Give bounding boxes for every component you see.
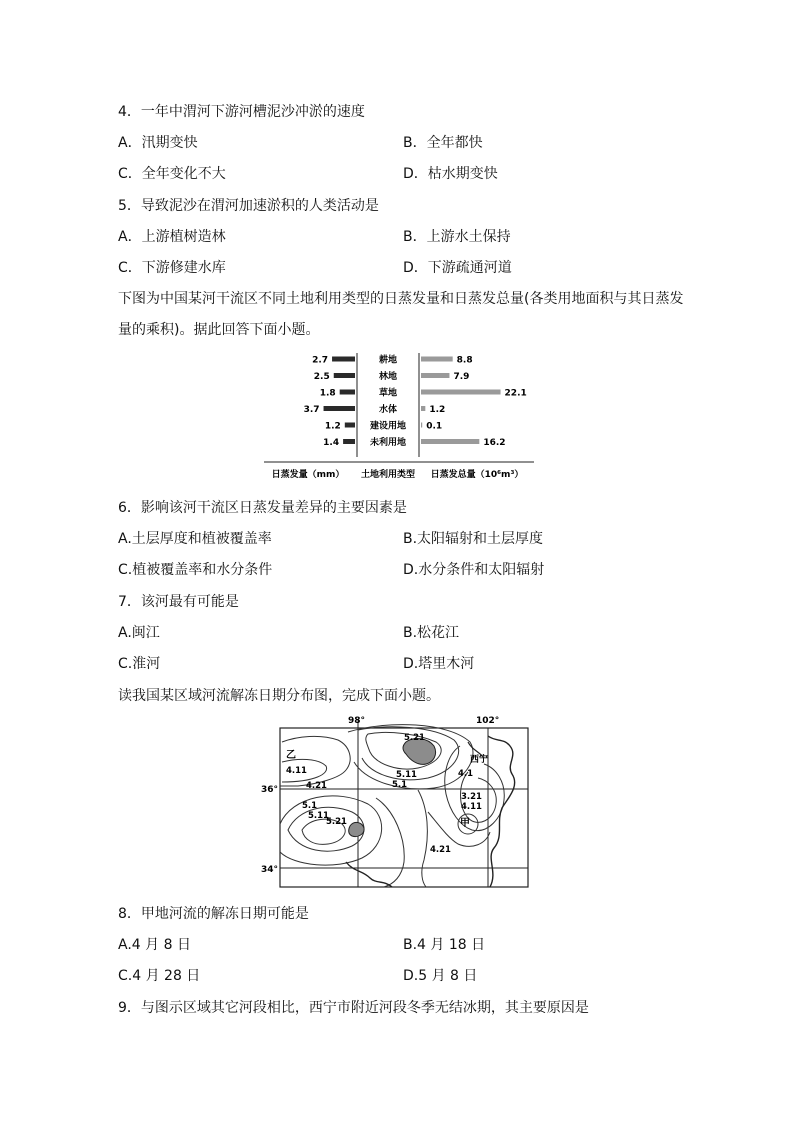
lat-label-36: 36° xyxy=(261,785,279,795)
isoline-label: 5.21 xyxy=(326,817,347,827)
label-daily-total: 8.8 xyxy=(456,355,473,366)
q6-stem: 6．影响该河干流区日蒸发量差异的主要因素是 xyxy=(118,500,407,516)
label-daily-evaporation: 2.7 xyxy=(312,355,329,366)
isoline-label: 5.11 xyxy=(396,770,417,780)
isoline-label: 5.11 xyxy=(308,811,329,821)
q7-option-b: B.松花江 xyxy=(403,625,460,641)
category-label: 水体 xyxy=(378,405,398,415)
q6-option-a: A.土层厚度和植被覆盖率 xyxy=(118,531,272,547)
category-label: 草地 xyxy=(378,388,398,399)
place-jia: 甲 xyxy=(460,818,470,829)
label-daily-total: 22.1 xyxy=(504,388,527,399)
intro-evaporation: 下图为中国某河干流区不同土地利用类型的日蒸发量和日蒸发总量(各类用地面积与其日蒸发量的乘积)。据此回答下面小题。 xyxy=(118,291,684,338)
isoline-label: 5.21 xyxy=(404,733,425,743)
lon-label-102: 102° xyxy=(476,716,500,726)
bar-daily-total xyxy=(421,373,449,378)
label-daily-total: 16.2 xyxy=(483,438,506,448)
isoline-label: 4.1 xyxy=(458,769,474,779)
q7-option-c: C.淮河 xyxy=(118,656,161,672)
q7-stem: 7．该河最有可能是 xyxy=(118,594,239,610)
q6-option-b: B.太阳辐射和土层厚度 xyxy=(403,531,544,547)
bar-daily-total xyxy=(421,390,501,395)
q5-option-b: B．上游水土保持 xyxy=(403,229,511,245)
bar-daily-evaporation xyxy=(324,406,355,411)
isoline-label: 4.21 xyxy=(306,781,327,791)
label-daily-evaporation: 1.4 xyxy=(323,438,340,448)
bar-daily-evaporation xyxy=(340,390,355,395)
lake xyxy=(349,822,364,836)
q6-option-c: C.植被覆盖率和水分条件 xyxy=(118,562,273,578)
isoline-label: 4.21 xyxy=(430,845,451,855)
lon-label-98: 98° xyxy=(348,716,366,726)
q4-option-c: C．全年变化不大 xyxy=(118,166,226,182)
thaw-date-map xyxy=(258,712,536,892)
category-label: 耕地 xyxy=(378,355,398,366)
q5-stem: 5．导致泥沙在渭河加速淤积的人类活动是 xyxy=(118,198,379,214)
bar-daily-total xyxy=(421,406,425,411)
q5-option-c: C．下游修建水库 xyxy=(118,260,226,276)
place-xining: 西宁 xyxy=(470,755,489,765)
isoline-label: 5.1 xyxy=(302,801,318,811)
bar-daily-total xyxy=(421,439,479,444)
q4-option-b: B．全年都快 xyxy=(403,135,483,151)
q7-option-d: D.塔里木河 xyxy=(403,656,475,672)
chart-xlabel-center: 土地利用类型 xyxy=(360,470,416,480)
q5-option-d: D．下游疏通河道 xyxy=(403,260,512,276)
chart-xlabel-right: 日蒸发总量（10⁶m³） xyxy=(430,470,524,480)
isoline-label: 5.1 xyxy=(392,780,408,790)
bar-daily-evaporation xyxy=(334,373,355,378)
isoline-label: 3.21 xyxy=(461,792,482,802)
bar-daily-total xyxy=(421,423,422,428)
intro-thaw-map: 读我国某区域河流解冻日期分布图，完成下面小题。 xyxy=(118,688,440,704)
category-label: 建设用地 xyxy=(369,421,407,432)
isoline-label: 4.11 xyxy=(461,802,482,812)
evaporation-chart xyxy=(262,350,542,485)
isoline-label: 4.11 xyxy=(286,766,307,776)
q4-option-d: D．枯水期变快 xyxy=(403,166,498,182)
q9-stem: 9．与图示区域其它河段相比，西宁市附近河段冬季无结冰期，其主要原因是 xyxy=(118,1000,589,1016)
q8-option-d: D.5 月 8 日 xyxy=(403,968,478,984)
bar-daily-evaporation xyxy=(332,357,355,362)
label-daily-evaporation: 2.5 xyxy=(313,372,330,382)
q8-option-c: C.4 月 28 日 xyxy=(118,968,201,984)
label-daily-evaporation: 3.7 xyxy=(303,405,320,415)
lat-label-34: 34° xyxy=(261,865,279,875)
bar-daily-total xyxy=(421,357,453,362)
bar-daily-evaporation xyxy=(343,439,355,444)
q6-option-d: D.水分条件和太阳辐射 xyxy=(403,562,545,578)
label-daily-total: 0.1 xyxy=(426,421,443,432)
label-daily-evaporation: 1.8 xyxy=(319,388,336,399)
label-daily-total: 1.2 xyxy=(429,405,446,415)
bar-daily-evaporation xyxy=(345,423,355,428)
q5-option-a: A．上游植树造林 xyxy=(118,229,226,245)
place-yi: 乙 xyxy=(286,750,296,761)
q8-option-b: B.4 月 18 日 xyxy=(403,937,486,953)
q4-stem: 4．一年中渭河下游河槽泥沙冲淤的速度 xyxy=(118,104,365,120)
q7-option-a: A.闽江 xyxy=(118,625,160,641)
q8-stem: 8．甲地河流的解冻日期可能是 xyxy=(118,906,309,922)
chart-xlabel-left: 日蒸发量（mm） xyxy=(271,470,345,480)
category-label: 林地 xyxy=(378,372,398,382)
category-label: 未利用地 xyxy=(369,438,407,448)
q8-option-a: A.4 月 8 日 xyxy=(118,937,191,953)
label-daily-total: 7.9 xyxy=(453,372,470,382)
q4-option-a: A．汛期变快 xyxy=(118,135,198,151)
label-daily-evaporation: 1.2 xyxy=(324,421,341,432)
